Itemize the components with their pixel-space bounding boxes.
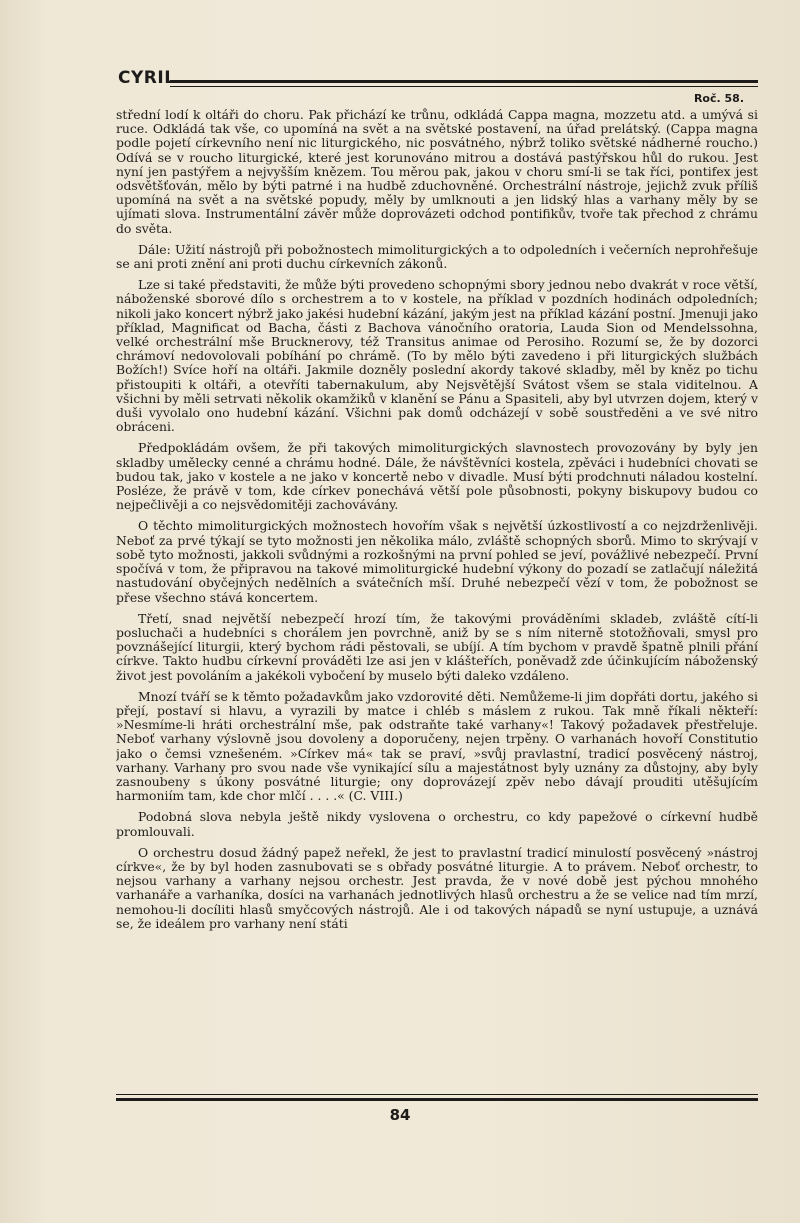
header-rule-thin <box>170 86 758 87</box>
journal-title: CYRIL <box>118 68 176 88</box>
footer-rule-thin <box>116 1094 758 1095</box>
footer-rule <box>116 1098 758 1101</box>
paragraph: Předpokládám ovšem, že při takových mimoliturgických slavnostech provozovány by byly jen skladby umělecky cenné a chrámu hodné. Dále, že návštěvníci kostela, zpěváci i hudebníci chovati se budou tak, jako v kostele a ne jako v koncertě nebo v divadle. Musí býti prodchnuti náladou kostelní. Posléze, že právě v tom, kde církev ponechává větší pole působnosti, pokyny biskupovy budou co nejpečlivěji a co nejsvědomitěji zachovávány. <box>116 440 758 513</box>
paragraph: střední lodí k oltáři do choru. Pak přichází ke trůnu, odkládá Cappa magna, mozzetu atd. a umývá si ruce. Odkládá tak vše, co upomíná na svět a na světské postavení, na úřad prelátský. (Cappa magna podle pojetí církevního není nic liturgického, nic posvátného, nýbrž toliko světské nádherné roucho.) Odívá se v roucho liturgické, které jest korunováno mitrou a dostává pastýřskou hůl do rukou. Jest nyní jen pastýřem a nejvyšším knězem. Tou měrou pak, jakou v choru smí-li se tak říci, pontifex jest odsvětšťován, mělo by býti patrné i na hudbě zduchovněné. Orchestrální nástroje, jejichž zvuk příliš upomíná na svět a na světské popudy, měly by umlknouti a jen lidský hlas a varhany měly by se ujímati slova. Instrumentální závěr může doprovázeti odchod pontifikův, tvoře tak přechod z chrámu do světa. <box>116 108 758 236</box>
article-body <box>116 108 758 1088</box>
issue-number: Roč. 58. <box>693 92 744 105</box>
paragraph: Lze si také představiti, že může býti provedeno schopnými sbory jednou nebo dvakrát v roce větší, náboženské sborové dílo s orchestrem a to v kostele, na příklad v pozdních hodinách odpoledních; nikoli jako koncert nýbrž jako jakési hudební kázání, jakým jest na příklad kázání postní. Jmenuji jako příklad, Magnificat od Bacha, části z Bachova vánočního oratoria, Lauda Sion od Mendelssohna, velké orchestrální mše Brucknerovy, též Transitus animae od Perosiho. Rozumí se, že by dozorci chrámoví nedovolovali pobíhání po chrámě. (To by mělo býti zavedeno i při liturgických službách Božích!) Svíce hoří na oltáři. Jakmile dozněly poslední akordy takové skladby, měl by kněz po tichu přistoupiti k oltáři, a otevříti tabernakulum, aby Nejsvětější Svátost všem se stala viditelnou. A všichni by měli setrvati několik okamžiků v klanění se Pánu a Spasiteli, aby byl utvrzen dojem, který v duši vyvolalo ono hudební kázání. Všichni pak domů odcházejí v sobě soustředěni a ve své nitro obráceni. <box>116 277 758 435</box>
paragraph: O orchestru dosud žádný papež neřekl, že jest to pravlastní tradicí minulostí posvěcený »nástroj církve«, že by byl hoden zasnubovati se s obřady posvátné liturgie. A to právem. Neboť orchestr, to nejsou varhany a varhany nejsou orchestr. Jest pravda, že v nové době jest pýchou mnohého varhanáře a varhaníka, dosíci na varhanách jednotlivých hlasů orchestru a že se velice nad tím mrzí, nemohou-li docíliti hlasů smyčcových nástrojů. Ale i od takových nápadů se nyní ustupuje, a uznává se, že ideálem pro varhany není státi <box>116 844 758 931</box>
page-number: 84 <box>389 1106 411 1124</box>
header-rule <box>170 80 758 83</box>
paragraph: Dále: Užití nástrojů při pobožnostech mimoliturgických a to odpoledních i večerních neprohřešuje se ani proti znění ani proti duchu církevních zákonů. <box>116 241 758 272</box>
paragraph: Třetí, snad největší nebezpečí hrozí tím, že takovými prováděními skladeb, zvláště cítí-li posluchači a hudebníci s chorálem jen povrchně, aniž by se s ním niterně stotožňovali, smysl pro povznášející liturgii, který bychom rádi pěstovali, se ubíjí. A tím bychom v pravdě špatně plnili přání církve. Takto hudbu církevní prováděti lze asi jen v klášteřích, poněvadž zde účinkujícím náboženský život jest povoláním a jakékoli vybočení by muselo býti daleko vzdáleno. <box>116 610 758 683</box>
paragraph: O těchto mimoliturgických možnostech hovořím však s největší úzkostlivostí a co nejzdrženlivěji. Neboť za prvé týkají se tyto možnosti jen několika málo, zvláště schopných sborů. Mimo to skrývají v sobě tyto možnosti, jakkoli svůdnými a rozkošnými na první pohled se jeví, povážlivé nebezpečí. První spočívá v tom, že připravou na takové mimoliturgické hudební výkony do pozadí se zatlačují náležitá nastudování obyčejných nedělních a svátečních mší. Druhé nebezpečí vězí v tom, že pobožnost se přese všechno stává koncertem. <box>116 518 758 605</box>
paragraph: Podobná slova nebyla ještě nikdy vyslovena o orchestru, co kdy papežové o církevní hudbě promlouvali. <box>116 809 758 839</box>
paragraph: Mnozí tváří se k těmto požadavkům jako vzdorovité děti. Nemůžeme-li jim dopřáti dortu, jakého si přejí, postaví si hlavu, a vyrazili by matce i chléb s máslem z rukou. Tak mně říkali někteří: »Nesmíme-li hráti orchestrální mše, pak odstraňte také varhany«! Takový požadavek přestřeluje. Neboť varhany výslovně jsou dovoleny a doporučeny, nejen trpěny. O varhanách hovoří Constitutio jako o čemsi vznešeném. »Církev má« tak se praví, »svůj pravlastní, tradicí posvěcený nástroj, varhany. Varhany pro svou nade vše vynikající sílu a majestátnost byly uznány za důstojny, aby byly zasnoubeny s úkony posvátné liturgie; ony doprovázejí zpěv nebo dávají prouditi utěšujícím harmoniím tam, kde chor mlčí . . . .« (C. VIII.) <box>116 688 758 804</box>
